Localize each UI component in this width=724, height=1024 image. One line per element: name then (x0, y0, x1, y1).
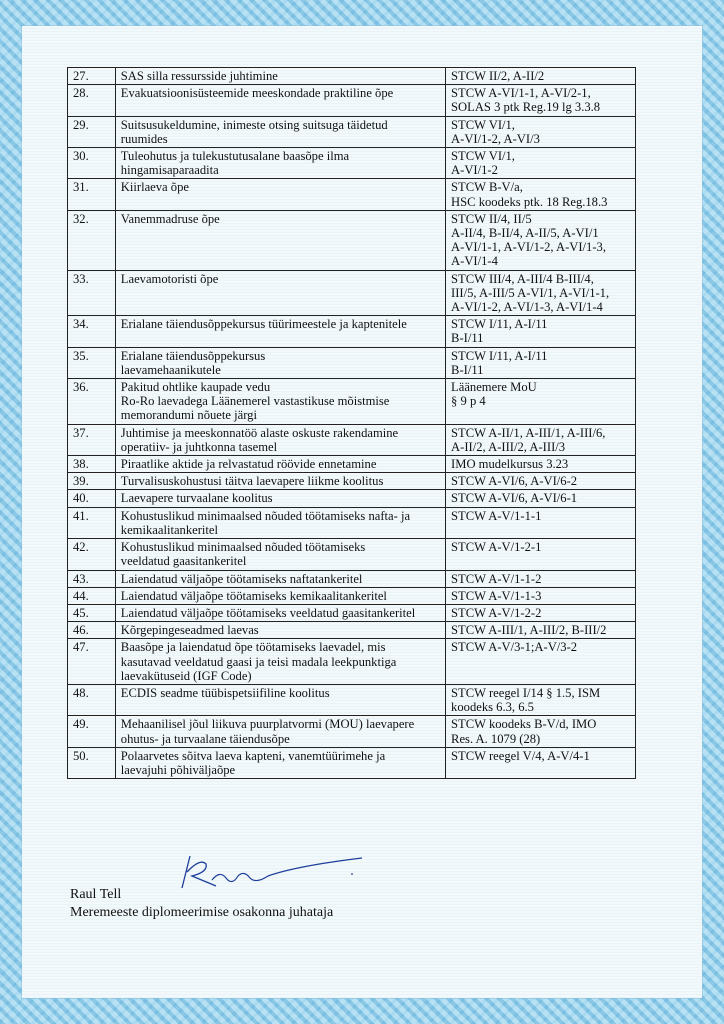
course-reference: STCW A-II/1, A-III/1, A-III/6, A-II/2, A-III/2, A-III/3 (446, 424, 636, 455)
course-reference: STCW A-VI/6, A-VI/6-2 (446, 473, 636, 490)
course-row (68, 347, 636, 378)
course-row (68, 639, 636, 685)
course-number: 48. (68, 684, 116, 715)
course-title: Laiendatud väljaõpe töötamiseks veeldatud gaasitankeritel (115, 604, 445, 621)
course-row (68, 684, 636, 715)
signer-name: Raul Tell (70, 887, 122, 902)
course-title: Pakitud ohtlike kaupade vedu Ro-Ro laevadega Läänemerel vastastikuse mõistmise memorandumi nõuete järgi (115, 379, 445, 425)
course-title: Turvalisuskohustusi täitva laevapere liikme koolitus (115, 473, 445, 490)
course-row (68, 570, 636, 587)
course-reference: STCW III/4, A-III/4 B-III/4, III/5, A-III/5 A-VI/1, A-VI/1-1, A-VI/1-2, A-VI/1-3, A-VI/1-4 (446, 270, 636, 316)
course-number: 44. (68, 587, 116, 604)
course-row (68, 716, 636, 747)
course-reference: STCW A-III/1, A-III/2, B-III/2 (446, 622, 636, 639)
course-title: Tuleohutus ja tulekustutusalane baasõpe ilma hingamisaparaadita (115, 148, 445, 179)
course-row (68, 456, 636, 473)
course-title: Laiendatud väljaõpe töötamiseks kemikaalitankeritel (115, 587, 445, 604)
course-reference: STCW A-VI/1-1, A-VI/2-1, SOLAS 3 ptk Reg.19 lg 3.3.8 (446, 85, 636, 116)
course-reference: STCW B-V/a, HSC koodeks ptk. 18 Reg.18.3 (446, 179, 636, 210)
course-row (68, 68, 636, 85)
course-number: 34. (68, 316, 116, 347)
course-reference: STCW A-V/3-1;A-V/3-2 (446, 639, 636, 685)
course-row (68, 179, 636, 210)
course-number: 36. (68, 379, 116, 425)
course-row (68, 85, 636, 116)
course-row (68, 316, 636, 347)
course-row (68, 604, 636, 621)
course-number: 33. (68, 270, 116, 316)
course-title: Suitsusukeldumine, inimeste otsing suitsuga täidetud ruumides (115, 116, 445, 147)
course-number: 40. (68, 490, 116, 507)
course-row (68, 507, 636, 538)
course-row (68, 473, 636, 490)
course-reference: STCW A-VI/6, A-VI/6-1 (446, 490, 636, 507)
course-number: 30. (68, 148, 116, 179)
course-reference: STCW koodeks B-V/d, IMO Res. A. 1079 (28) (446, 716, 636, 747)
course-row (68, 116, 636, 147)
course-row (68, 379, 636, 425)
course-reference: STCW I/11, A-I/11 B-I/11 (446, 316, 636, 347)
course-row (68, 622, 636, 639)
course-reference: Läänemere MoU § 9 p 4 (446, 379, 636, 425)
signer-position: Meremeeste diplomeerimise osakonna juhataja (70, 905, 334, 920)
course-number: 39. (68, 473, 116, 490)
course-number: 32. (68, 210, 116, 270)
course-number: 43. (68, 570, 116, 587)
course-number: 47. (68, 639, 116, 685)
course-title: Kohustuslikud minimaalsed nõuded töötamiseks nafta- ja kemikaalitankeritel (115, 507, 445, 538)
course-row (68, 587, 636, 604)
course-number: 27. (68, 68, 116, 85)
course-number: 29. (68, 116, 116, 147)
course-title: Laevamotoristi õpe (115, 270, 445, 316)
course-reference: STCW VI/1, A-VI/1-2, A-VI/3 (446, 116, 636, 147)
course-title: Kohustuslikud minimaalsed nõuded töötamiseks veeldatud gaasitankeritel (115, 539, 445, 570)
course-title: Polaarvetes sõitva laeva kapteni, vanemtüürimehe ja laevajuhi põhiväljaõpe (115, 747, 445, 778)
course-title: Erialane täiendusõppekursus tüürimeestele ja kaptenitele (115, 316, 445, 347)
course-number: 50. (68, 747, 116, 778)
course-title: Laevapere turvaalane koolitus (115, 490, 445, 507)
course-title: Kõrgepingeseadmed laevas (115, 622, 445, 639)
course-reference: STCW A-V/1-2-1 (446, 539, 636, 570)
course-row (68, 424, 636, 455)
course-row (68, 747, 636, 778)
course-row (68, 539, 636, 570)
course-reference: STCW reegel I/14 § 1.5, ISM koodeks 6.3, 6.5 (446, 684, 636, 715)
course-title: Mehaanilisel jõul liikuva puurplatvormi (MOU) laevapere ohutus- ja turvaalane täiendusõpe (115, 716, 445, 747)
course-number: 45. (68, 604, 116, 621)
course-reference: STCW A-V/1-1-2 (446, 570, 636, 587)
course-row (68, 148, 636, 179)
course-title: Vanemmadruse õpe (115, 210, 445, 270)
course-reference: STCW II/2, A-II/2 (446, 68, 636, 85)
course-number: 37. (68, 424, 116, 455)
course-reference: STCW VI/1, A-VI/1-2 (446, 148, 636, 179)
course-number: 38. (68, 456, 116, 473)
course-title: Laiendatud väljaõpe töötamiseks naftatankeritel (115, 570, 445, 587)
course-reference: IMO mudelkursus 3.23 (446, 456, 636, 473)
course-number: 31. (68, 179, 116, 210)
course-row (68, 270, 636, 316)
course-number: 28. (68, 85, 116, 116)
course-reference: STCW A-V/1-1-3 (446, 587, 636, 604)
course-row (68, 210, 636, 270)
course-title: Piraatlike aktide ja relvastatud röövide ennetamine (115, 456, 445, 473)
course-title: Baasõpe ja laiendatud õpe töötamiseks laevadel, mis kasutavad veeldatud gaasi ja teisi madala leekpunktiga laevakütuseid (IGF Code) (115, 639, 445, 685)
course-reference: STCW A-V/1-1-1 (446, 507, 636, 538)
course-title: Juhtimise ja meeskonnatöö alaste oskuste rakendamine operatiiv- ja juhtkonna tasemel (115, 424, 445, 455)
course-number: 46. (68, 622, 116, 639)
course-title: Erialane täiendusõppekursus laevamehaanikutele (115, 347, 445, 378)
course-title: Kiirlaeva õpe (115, 179, 445, 210)
courses-table (67, 67, 636, 779)
course-reference: STCW A-V/1-2-2 (446, 604, 636, 621)
course-title: Evakuatsioonisüsteemide meeskondade praktiline õpe (115, 85, 445, 116)
course-title: ECDIS seadme tüübispetsiifiline koolitus (115, 684, 445, 715)
signer-block (70, 886, 333, 922)
courses-table-body (68, 68, 636, 779)
course-title: SAS silla ressursside juhtimine (115, 68, 445, 85)
course-number: 42. (68, 539, 116, 570)
course-reference: STCW reegel V/4, A-V/4-1 (446, 747, 636, 778)
course-number: 41. (68, 507, 116, 538)
course-number: 49. (68, 716, 116, 747)
course-reference: STCW II/4, II/5 A-II/4, B-II/4, A-II/5, A-VI/1 A-VI/1-1, A-VI/1-2, A-VI/1-3, A-VI/1-4 (446, 210, 636, 270)
course-row (68, 490, 636, 507)
course-reference: STCW I/11, A-I/11 B-I/11 (446, 347, 636, 378)
course-number: 35. (68, 347, 116, 378)
